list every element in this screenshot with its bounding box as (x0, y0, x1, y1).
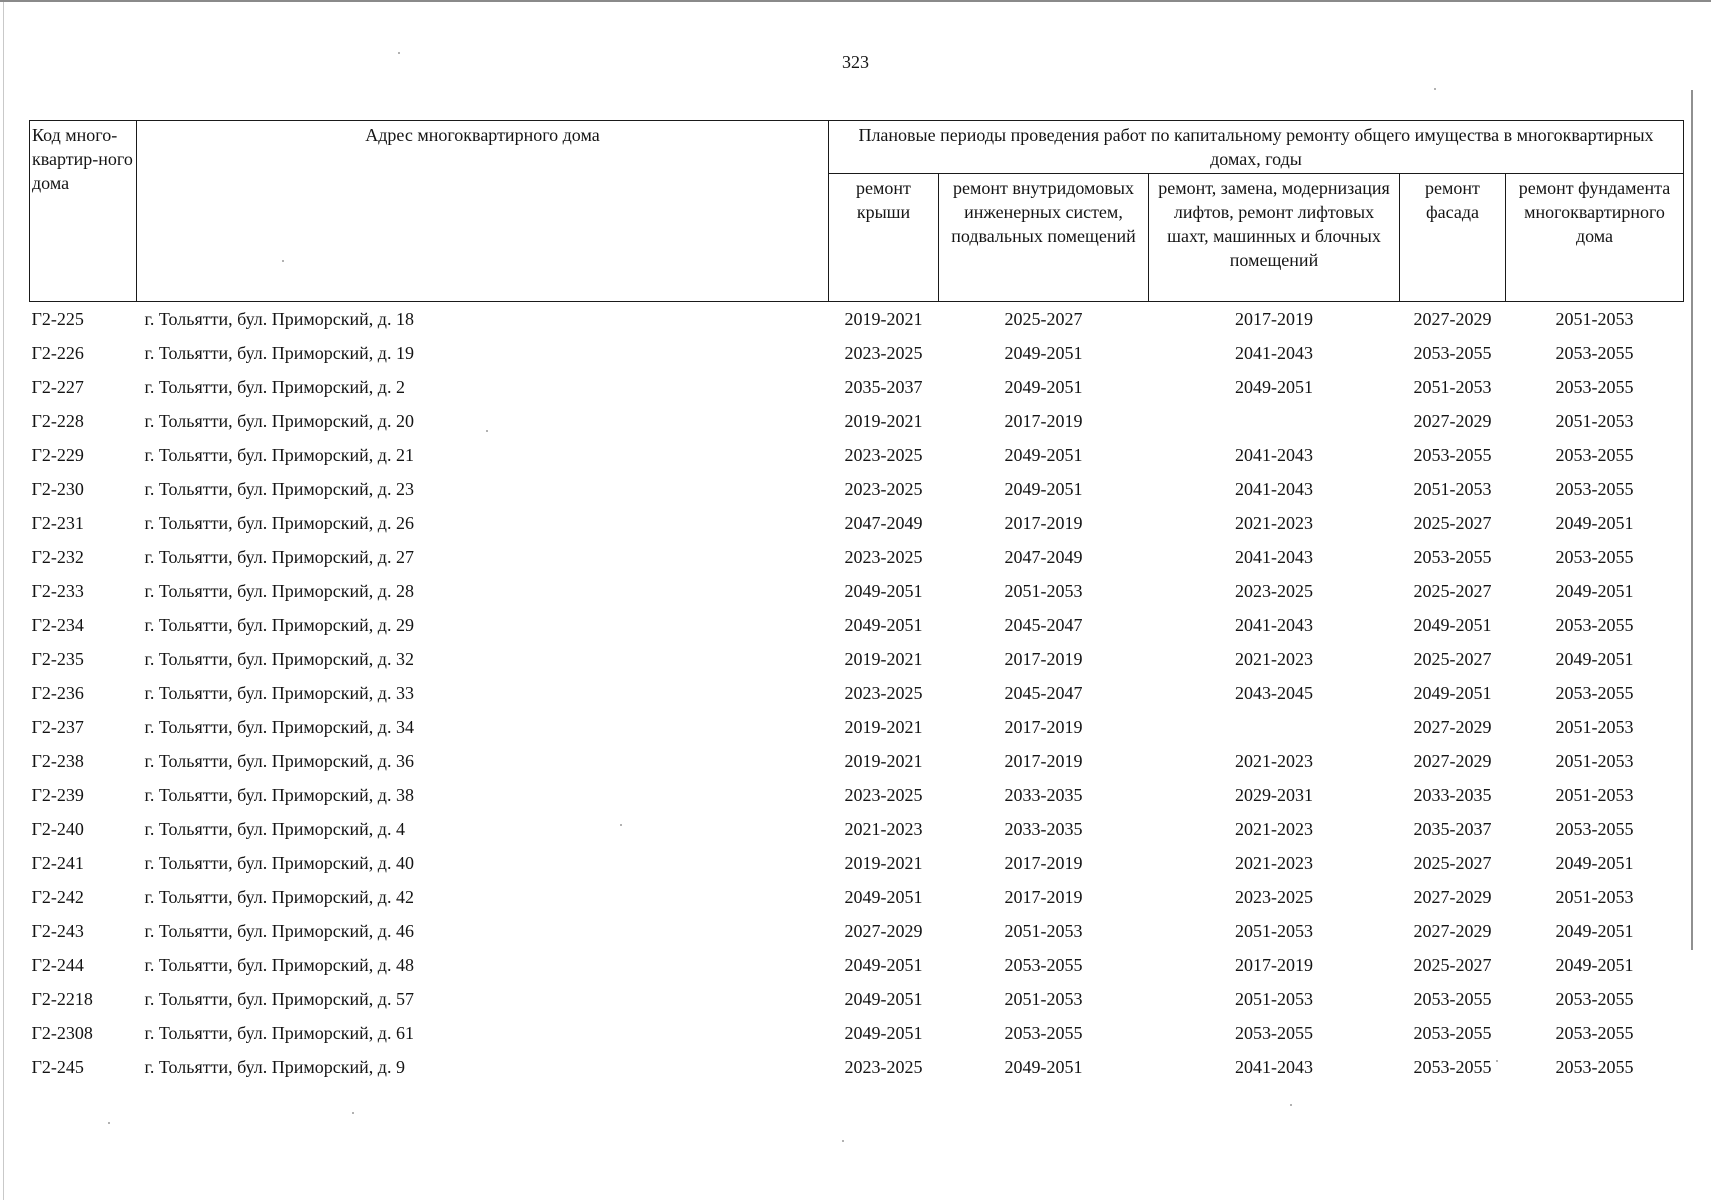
scan-speck (282, 260, 284, 262)
cell-elevators: 2023-2025 (1235, 887, 1313, 907)
cell-foundation: 2053-2055 (1555, 445, 1634, 465)
cell-code: Г2-238 (31, 751, 84, 771)
page-number: 323 (842, 52, 869, 72)
cell-engineering: 2049-2051 (1004, 1057, 1083, 1077)
cell-elevators: 2021-2023 (1235, 819, 1313, 839)
cell-engineering: 2017-2019 (1004, 513, 1083, 533)
scan-speck (108, 1122, 110, 1124)
cell-elevators (1149, 404, 1400, 438)
cell-address: г. Тольятти, бул. Приморский, д. 4 (144, 819, 405, 839)
cell-address: г. Тольятти, бул. Приморский, д. 42 (144, 887, 414, 907)
cell-facade: 2025-2027 (1413, 581, 1492, 601)
cell-foundation: 2051-2053 (1555, 785, 1634, 805)
cell-elevators: 2041-2043 (1235, 1057, 1313, 1077)
cell-roof: 2019-2021 (844, 309, 923, 329)
cell-elevators: 2041-2043 (1235, 445, 1313, 465)
table-row (30, 642, 1684, 676)
cell-code: Г2-245 (31, 1057, 84, 1077)
cell-roof: 2019-2021 (844, 411, 923, 431)
cell-elevators: 2051-2053 (1235, 989, 1313, 1009)
cell-facade: 2027-2029 (1413, 411, 1492, 431)
table-row (30, 608, 1684, 642)
cell-roof: 2027-2029 (844, 921, 923, 941)
capital-repair-table (29, 120, 1684, 1084)
cell-roof: 2023-2025 (844, 1057, 923, 1077)
scan-edge-top (0, 0, 1711, 2)
cell-foundation: 2049-2051 (1555, 853, 1634, 873)
table-row (30, 506, 1684, 540)
cell-address: г. Тольятти, бул. Приморский, д. 18 (144, 309, 414, 329)
cell-address: г. Тольятти, бул. Приморский, д. 34 (144, 717, 414, 737)
cell-engineering: 2033-2035 (1004, 819, 1083, 839)
cell-engineering: 2017-2019 (1004, 717, 1083, 737)
cell-roof: 2023-2025 (844, 343, 923, 363)
cell-foundation: 2049-2051 (1555, 955, 1634, 975)
cell-code: Г2-243 (31, 921, 84, 941)
header-address: Адрес многоквартирного дома (137, 121, 829, 302)
cell-code: Г2-241 (31, 853, 84, 873)
header-elevators: ремонт, замена, модернизация лифтов, ремонт лифтовых шахт, машинных и блочных помещений (1149, 174, 1400, 302)
table-row (30, 540, 1684, 574)
cell-address: г. Тольятти, бул. Приморский, д. 2 (144, 377, 405, 397)
cell-address: г. Тольятти, бул. Приморский, д. 32 (144, 649, 414, 669)
cell-engineering: 2017-2019 (1004, 751, 1083, 771)
cell-address: г. Тольятти, бул. Приморский, д. 20 (144, 411, 414, 431)
cell-foundation: 2053-2055 (1555, 819, 1634, 839)
cell-foundation: 2053-2055 (1555, 989, 1634, 1009)
cell-roof: 2023-2025 (844, 785, 923, 805)
cell-foundation: 2053-2055 (1555, 547, 1634, 567)
cell-elevators: 2053-2055 (1235, 1023, 1313, 1043)
cell-engineering: 2017-2019 (1004, 853, 1083, 873)
cell-foundation: 2053-2055 (1555, 377, 1634, 397)
cell-address: г. Тольятти, бул. Приморский, д. 36 (144, 751, 414, 771)
table-row (30, 710, 1684, 744)
cell-facade: 2053-2055 (1413, 343, 1492, 363)
scan-speck (1434, 88, 1436, 90)
cell-foundation: 2049-2051 (1555, 921, 1634, 941)
cell-facade: 2053-2055 (1413, 1057, 1492, 1077)
cell-address: г. Тольятти, бул. Приморский, д. 19 (144, 343, 414, 363)
cell-roof: 2023-2025 (844, 683, 923, 703)
cell-foundation: 2049-2051 (1555, 649, 1634, 669)
cell-engineering: 2025-2027 (1004, 309, 1083, 329)
cell-elevators: 2051-2053 (1235, 921, 1313, 941)
cell-roof: 2049-2051 (844, 1023, 923, 1043)
cell-facade: 2027-2029 (1413, 921, 1492, 941)
cell-roof: 2023-2025 (844, 547, 923, 567)
cell-code: Г2-244 (31, 955, 84, 975)
scan-speck (1290, 1104, 1292, 1106)
cell-address: г. Тольятти, бул. Приморский, д. 61 (144, 1023, 414, 1043)
cell-code: Г2-2218 (31, 989, 93, 1009)
cell-facade: 2053-2055 (1413, 1023, 1492, 1043)
cell-address: г. Тольятти, бул. Приморский, д. 40 (144, 853, 414, 873)
cell-code: Г2-239 (31, 785, 84, 805)
cell-engineering: 2017-2019 (1004, 411, 1083, 431)
cell-facade: 2051-2053 (1413, 479, 1492, 499)
table-row (30, 744, 1684, 778)
cell-foundation: 2051-2053 (1555, 309, 1634, 329)
cell-engineering: 2051-2053 (1004, 989, 1083, 1009)
cell-engineering: 2049-2051 (1004, 343, 1083, 363)
table-row (30, 914, 1684, 948)
cell-engineering: 2033-2035 (1004, 785, 1083, 805)
table-row (30, 302, 1684, 337)
cell-code: Г2-225 (31, 309, 84, 329)
cell-facade: 2025-2027 (1413, 853, 1492, 873)
cell-code: Г2-242 (31, 887, 84, 907)
cell-elevators: 2021-2023 (1235, 513, 1313, 533)
cell-code: Г2-232 (31, 547, 84, 567)
cell-code: Г2-2308 (31, 1023, 93, 1043)
table-row (30, 336, 1684, 370)
cell-facade: 2027-2029 (1413, 887, 1492, 907)
cell-address: г. Тольятти, бул. Приморский, д. 33 (144, 683, 414, 703)
cell-code: Г2-237 (31, 717, 84, 737)
cell-code: Г2-226 (31, 343, 84, 363)
cell-facade: 2027-2029 (1413, 751, 1492, 771)
cell-elevators: 2021-2023 (1235, 751, 1313, 771)
cell-elevators: 2021-2023 (1235, 853, 1313, 873)
cell-code: Г2-235 (31, 649, 84, 669)
cell-address: г. Тольятти, бул. Приморский, д. 23 (144, 479, 414, 499)
cell-roof: 2023-2025 (844, 445, 923, 465)
table-row (30, 1016, 1684, 1050)
header-roof: ремонт крыши (829, 174, 939, 302)
cell-code: Г2-227 (31, 377, 84, 397)
scan-speck (486, 430, 488, 432)
cell-facade: 2053-2055 (1413, 547, 1492, 567)
cell-foundation: 2051-2053 (1555, 751, 1634, 771)
cell-roof: 2035-2037 (844, 377, 923, 397)
cell-code: Г2-228 (31, 411, 84, 431)
cell-facade: 2049-2051 (1413, 615, 1492, 635)
cell-engineering: 2051-2053 (1004, 921, 1083, 941)
scan-speck (398, 52, 400, 54)
cell-facade: 2053-2055 (1413, 989, 1492, 1009)
scan-edge-right (1691, 90, 1693, 950)
cell-address: г. Тольятти, бул. Приморский, д. 27 (144, 547, 414, 567)
header-periods-group: Плановые периоды проведения работ по капитальному ремонту общего имущества в многоквартирных домах, годы (829, 121, 1684, 174)
cell-engineering: 2053-2055 (1004, 955, 1083, 975)
cell-elevators: 2017-2019 (1235, 955, 1313, 975)
cell-elevators (1149, 710, 1400, 744)
cell-elevators: 2029-2031 (1235, 785, 1313, 805)
cell-foundation: 2053-2055 (1555, 683, 1634, 703)
cell-foundation: 2053-2055 (1555, 615, 1634, 635)
cell-facade: 2025-2027 (1413, 955, 1492, 975)
table-row (30, 404, 1684, 438)
cell-elevators: 2023-2025 (1235, 581, 1313, 601)
cell-roof: 2021-2023 (844, 819, 923, 839)
table-row (30, 948, 1684, 982)
table-row (30, 880, 1684, 914)
cell-code: Г2-229 (31, 445, 84, 465)
table-header (30, 121, 1684, 302)
scan-speck (620, 824, 622, 826)
cell-elevators: 2041-2043 (1235, 547, 1313, 567)
cell-foundation: 2051-2053 (1555, 717, 1634, 737)
cell-elevators: 2049-2051 (1235, 377, 1313, 397)
cell-facade: 2025-2027 (1413, 513, 1492, 533)
cell-elevators: 2041-2043 (1235, 615, 1313, 635)
scan-speck (352, 1112, 354, 1114)
cell-facade: 2027-2029 (1413, 309, 1492, 329)
cell-roof: 2047-2049 (844, 513, 923, 533)
cell-engineering: 2049-2051 (1004, 479, 1083, 499)
cell-code: Г2-230 (31, 479, 84, 499)
table-row (30, 574, 1684, 608)
cell-address: г. Тольятти, бул. Приморский, д. 21 (144, 445, 414, 465)
cell-code: Г2-234 (31, 615, 84, 635)
header-facade: ремонт фасада (1400, 174, 1506, 302)
cell-code: Г2-233 (31, 581, 84, 601)
scan-edge-left (3, 0, 4, 1200)
table-row (30, 676, 1684, 710)
cell-address: г. Тольятти, бул. Приморский, д. 38 (144, 785, 414, 805)
cell-foundation: 2053-2055 (1555, 343, 1634, 363)
cell-roof: 2019-2021 (844, 717, 923, 737)
cell-engineering: 2017-2019 (1004, 887, 1083, 907)
cell-roof: 2019-2021 (844, 751, 923, 771)
cell-address: г. Тольятти, бул. Приморский, д. 9 (144, 1057, 405, 1077)
cell-address: г. Тольятти, бул. Приморский, д. 57 (144, 989, 414, 1009)
cell-engineering: 2051-2053 (1004, 581, 1083, 601)
cell-facade: 2027-2029 (1413, 717, 1492, 737)
cell-facade: 2049-2051 (1413, 683, 1492, 703)
cell-address: г. Тольятти, бул. Приморский, д. 26 (144, 513, 414, 533)
cell-code: Г2-240 (31, 819, 84, 839)
cell-elevators: 2017-2019 (1235, 309, 1313, 329)
cell-code: Г2-236 (31, 683, 84, 703)
cell-roof: 2049-2051 (844, 615, 923, 635)
cell-address: г. Тольятти, бул. Приморский, д. 48 (144, 955, 414, 975)
table-row (30, 1050, 1684, 1084)
table-body (30, 302, 1684, 1085)
cell-elevators: 2043-2045 (1235, 683, 1313, 703)
cell-facade: 2035-2037 (1413, 819, 1492, 839)
cell-foundation: 2053-2055 (1555, 479, 1634, 499)
table-row (30, 812, 1684, 846)
cell-roof: 2049-2051 (844, 989, 923, 1009)
table-row (30, 778, 1684, 812)
cell-facade: 2053-2055 (1413, 445, 1492, 465)
cell-address: г. Тольятти, бул. Приморский, д. 46 (144, 921, 414, 941)
cell-roof: 2019-2021 (844, 649, 923, 669)
cell-foundation: 2051-2053 (1555, 411, 1634, 431)
scan-speck (1496, 1060, 1498, 1062)
cell-engineering: 2047-2049 (1004, 547, 1083, 567)
cell-engineering: 2049-2051 (1004, 445, 1083, 465)
cell-foundation: 2049-2051 (1555, 581, 1634, 601)
cell-roof: 2049-2051 (844, 581, 923, 601)
cell-engineering: 2049-2051 (1004, 377, 1083, 397)
cell-roof: 2019-2021 (844, 853, 923, 873)
cell-elevators: 2041-2043 (1235, 343, 1313, 363)
cell-facade: 2025-2027 (1413, 649, 1492, 669)
cell-address: г. Тольятти, бул. Приморский, д. 29 (144, 615, 414, 635)
cell-engineering: 2045-2047 (1004, 683, 1083, 703)
cell-facade: 2033-2035 (1413, 785, 1492, 805)
cell-engineering: 2017-2019 (1004, 649, 1083, 669)
header-engineering: ремонт внутридомовых инженерных систем, подвальных помещений (939, 174, 1149, 302)
cell-foundation: 2049-2051 (1555, 513, 1634, 533)
cell-engineering: 2053-2055 (1004, 1023, 1083, 1043)
table-row (30, 846, 1684, 880)
cell-address: г. Тольятти, бул. Приморский, д. 28 (144, 581, 414, 601)
cell-foundation: 2051-2053 (1555, 887, 1634, 907)
header-code: Код много-квартир-ного дома (30, 121, 137, 302)
cell-foundation: 2053-2055 (1555, 1023, 1634, 1043)
cell-elevators: 2021-2023 (1235, 649, 1313, 669)
scan-speck (842, 1140, 844, 1142)
cell-roof: 2023-2025 (844, 479, 923, 499)
cell-roof: 2049-2051 (844, 887, 923, 907)
cell-elevators: 2041-2043 (1235, 479, 1313, 499)
table-row (30, 982, 1684, 1016)
cell-roof: 2049-2051 (844, 955, 923, 975)
table-row (30, 472, 1684, 506)
cell-code: Г2-231 (31, 513, 84, 533)
cell-facade: 2051-2053 (1413, 377, 1492, 397)
cell-foundation: 2053-2055 (1555, 1057, 1634, 1077)
cell-engineering: 2045-2047 (1004, 615, 1083, 635)
table-row (30, 438, 1684, 472)
table-row (30, 370, 1684, 404)
header-foundation: ремонт фундамента многоквартирного дома (1506, 174, 1684, 302)
